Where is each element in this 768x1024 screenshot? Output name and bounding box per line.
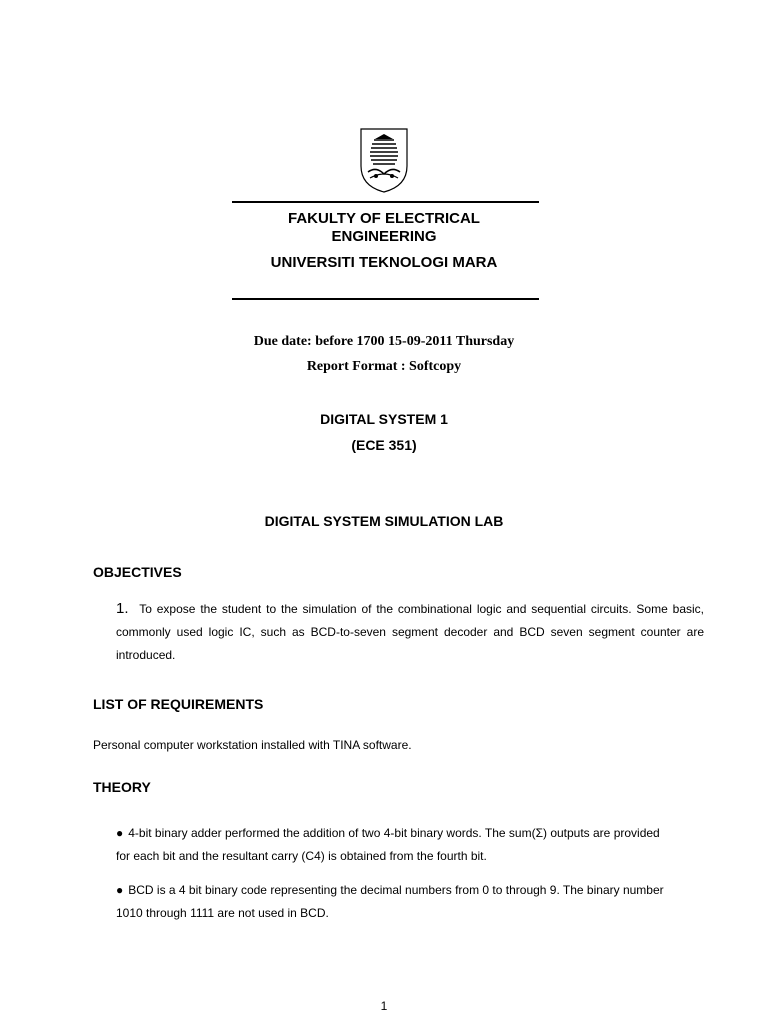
- faculty-line-2: ENGINEERING: [331, 228, 437, 245]
- objective-item: [116, 597, 704, 667]
- page-number: 1: [380, 999, 388, 1013]
- university-name: UNIVERSITI TEKNOLOGI MARA: [270, 254, 498, 271]
- theory-heading: THEORY: [93, 779, 151, 795]
- bullet-icon: ●: [116, 826, 124, 840]
- theory-bullet-item: [116, 822, 676, 868]
- objective-number: 1.: [116, 600, 129, 617]
- lab-title: DIGITAL SYSTEM SIMULATION LAB: [264, 513, 504, 529]
- objective-text: To expose the student to the simulation of the combinational logic and sequential circuits. Some basic, commonly used logic IC, such as BCD-to-seven segment decoder and BCD seven segment counter are introduced.: [116, 602, 704, 662]
- university-crest-icon: [358, 126, 410, 194]
- report-format: Report Format : Softcopy: [306, 359, 462, 374]
- course-code: (ECE 351): [351, 437, 417, 453]
- theory-bullet-item: [116, 879, 676, 925]
- theory-bullet-text: 4-bit binary adder performed the addition of two 4-bit binary words. The sum(Σ) outputs are provided for each bit and the resultant carry (C4) is obtained from the fourth bit.: [116, 826, 660, 863]
- requirements-text: Personal computer workstation installed with TINA software.: [93, 738, 412, 752]
- bullet-icon: ●: [116, 883, 124, 897]
- faculty-line-1: FAKULTY OF ELECTRICAL: [288, 210, 480, 227]
- requirements-heading: LIST OF REQUIREMENTS: [93, 696, 264, 712]
- due-date: Due date: before 1700 15-09-2011 Thursday: [253, 334, 515, 349]
- theory-bullet-text: BCD is a 4 bit binary code representing the decimal numbers from 0 to through 9. The binary number 1010 through 1111 are not used in BCD.: [116, 883, 664, 920]
- objectives-heading: OBJECTIVES: [93, 564, 182, 580]
- course-name: DIGITAL SYSTEM 1: [320, 411, 448, 427]
- header-top-rule: [232, 201, 539, 203]
- header-bottom-rule: [232, 298, 539, 300]
